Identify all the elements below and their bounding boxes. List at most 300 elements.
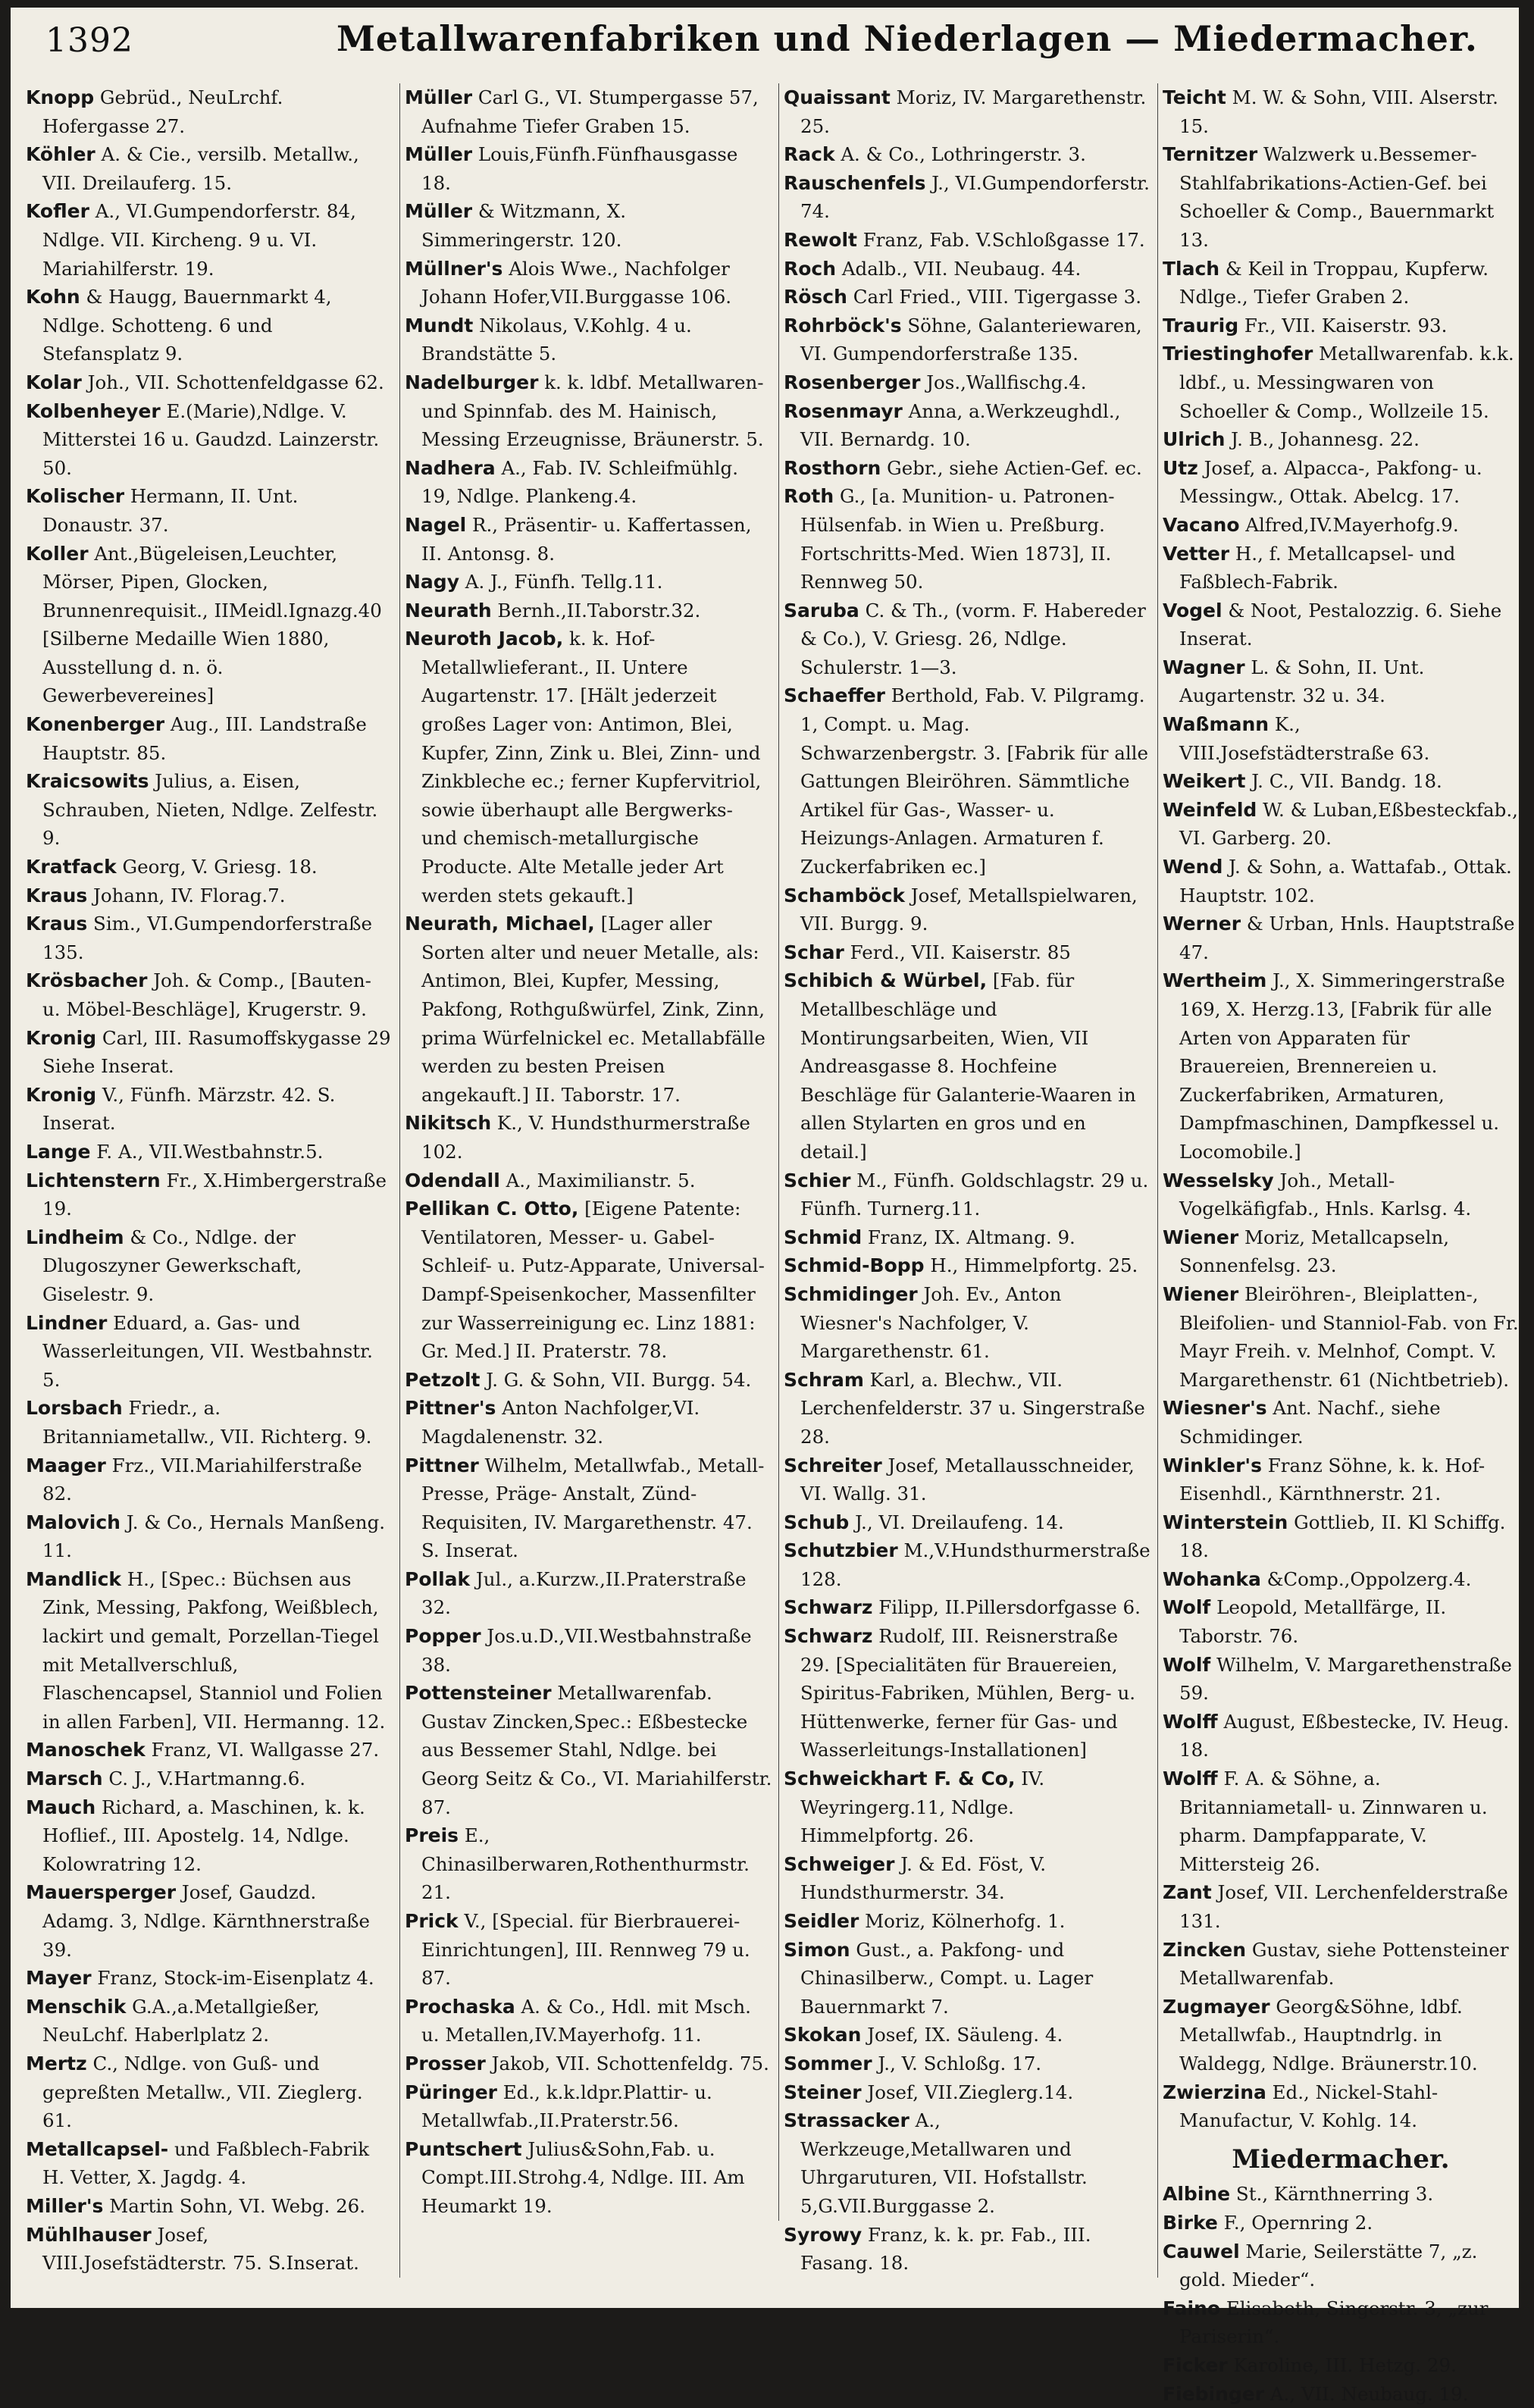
directory-entry bbox=[1163, 2380, 1519, 2408]
directory-entry bbox=[1163, 2078, 1519, 2135]
entry-name: Neurath, Michael, bbox=[405, 913, 595, 935]
directory-entry bbox=[26, 1793, 393, 1879]
entry-details: Carl, III. Rasumoffskygasse 29 Siehe Inserat. bbox=[42, 1027, 391, 1078]
entry-details: Sim., VI.Gumpendorferstraße 135. bbox=[42, 913, 372, 963]
directory-entry bbox=[1163, 1508, 1519, 1565]
directory-entry bbox=[26, 1309, 393, 1395]
entry-name: Rosenberger bbox=[784, 371, 920, 393]
entry-name: Simon bbox=[784, 1939, 850, 1961]
directory-entry bbox=[784, 140, 1151, 169]
entry-details: Ferd., VII. Kaiserstr. 85 bbox=[844, 941, 1071, 963]
entry-name: Werner bbox=[1163, 913, 1241, 935]
entry-details: J., V. Schloßg. 17. bbox=[872, 2053, 1042, 2075]
entry-details: Anton Nachfolger,VI. Magdalenenstr. 32. bbox=[421, 1397, 700, 1448]
directory-entry bbox=[784, 83, 1151, 140]
directory-entry bbox=[784, 1223, 1151, 1252]
entry-name: Ulrich bbox=[1163, 428, 1225, 450]
entry-details: J. C., VII. Bandg. 18. bbox=[1245, 770, 1442, 792]
entry-details: F. A., VII.Westbahnstr.5. bbox=[90, 1141, 323, 1163]
directory-entry bbox=[26, 1138, 393, 1166]
directory-entry bbox=[1163, 454, 1519, 511]
entry-details: Söhne, Galanteriewaren, VI. Gumpendorferstraße 135. bbox=[800, 315, 1142, 365]
directory-entry bbox=[26, 397, 393, 483]
entry-name: Tlach bbox=[1163, 258, 1219, 280]
entry-details: Gebrüd., NeuLrchf. Hofergasse 27. bbox=[42, 86, 283, 137]
entry-details: M., Fünfh. Goldschlagstr. 29 u. Fünfh. Turnerg.11. bbox=[800, 1170, 1148, 1220]
entry-details: J. & Ed. Föst, V. Hundsthurmerstr. 34. bbox=[800, 1853, 1046, 1904]
entry-name: Faino bbox=[1163, 2297, 1220, 2319]
entry-details: Johann, IV. Florag.7. bbox=[87, 885, 285, 907]
entry-details: Hermann, II. Unt. Donaustr. 37. bbox=[42, 485, 298, 536]
entry-details: Gust., a. Pakfong- und Chinasilberw., Compt. u. Lager Bauernmarkt 7. bbox=[800, 1939, 1093, 2018]
entry-name: Köhler bbox=[26, 143, 95, 165]
entry-details: G., [a. Munition- u. Patronen-Hülsenfab. in Wien u. Preßburg. Fortschritts-Med. Wien 1873], II. Rennweg 50. bbox=[800, 485, 1115, 593]
entry-details: W. & Luban,Eßbesteckfab., VI. Garberg. 20. bbox=[1179, 799, 1518, 850]
directory-entry bbox=[405, 511, 772, 568]
entry-details: Jakob, VII. Schottenfeldg. 75. bbox=[486, 2053, 769, 2075]
entry-details: Franz, IX. Altmang. 9. bbox=[862, 1226, 1075, 1248]
directory-entry bbox=[26, 710, 393, 767]
directory-entry bbox=[784, 1280, 1151, 1366]
entry-name: Wohanka bbox=[1163, 1568, 1261, 1590]
entry-details: & Co., Ndlge. der Dlugoszyner Gewerkschaft, Giselestr. 9. bbox=[42, 1226, 302, 1305]
entry-details: H., f. Metallcapsel- und Faßblech-Fabrik. bbox=[1179, 543, 1455, 593]
entry-name: Prosser bbox=[405, 2053, 486, 2075]
entry-name: Koller bbox=[26, 543, 89, 565]
entry-name: Weikert bbox=[1163, 770, 1245, 792]
entry-details: Friedr., a. Britanniametallw., VII. Richterg. 9. bbox=[42, 1397, 371, 1448]
directory-entry bbox=[26, 540, 393, 711]
entry-name: Lindner bbox=[26, 1312, 107, 1334]
entry-details: F. A. & Söhne, a. Britanniametall- u. Zinnwaren u. pharm. Dampfapparate, V. Mittersteig 26. bbox=[1179, 1768, 1488, 1875]
entry-name: Kratfack bbox=[26, 856, 117, 878]
directory-entry bbox=[26, 2221, 393, 2278]
directory-entry bbox=[1163, 2351, 1519, 2380]
entry-name: Pottensteiner bbox=[405, 1682, 552, 1704]
directory-entry bbox=[405, 368, 772, 454]
directory-entry bbox=[1163, 425, 1519, 454]
directory-entry bbox=[26, 1166, 393, 1223]
entry-name: Kohn bbox=[26, 286, 80, 308]
directory-entry bbox=[784, 368, 1151, 397]
entry-name: Schweickhart F. & Co, bbox=[784, 1768, 1015, 1790]
directory-entry bbox=[1163, 653, 1519, 710]
entry-name: Mertz bbox=[26, 2053, 87, 2075]
entry-name: Püringer bbox=[405, 2081, 497, 2103]
entry-details: K., VIII.Josefstädterstraße 63. bbox=[1179, 713, 1429, 764]
entry-name: Winterstein bbox=[1163, 1511, 1288, 1533]
directory-entry bbox=[784, 1593, 1151, 1622]
entry-details: Jul., a.Kurzw.,II.Praterstraße 32. bbox=[421, 1568, 747, 1619]
directory-entry bbox=[1163, 1936, 1519, 1993]
entry-name: Mühlhauser bbox=[26, 2224, 152, 2246]
directory-entry bbox=[1163, 767, 1519, 796]
entry-details: H., [Spec.: Büchsen aus Zink, Messing, Pakfong, Weißblech, lackirt und gemalt, Porzellan-Tiegel mit Metallverschluß, Flaschencapsel, Stanniol und Folien in allen Farben], VII. Hermanng. 12. bbox=[42, 1568, 385, 1733]
entry-details: Jos.u.D.,VII.Westbahnstraße 38. bbox=[421, 1625, 752, 1676]
entry-name: Wertheim bbox=[1163, 969, 1266, 991]
entry-name: Schweiger bbox=[784, 1853, 894, 1875]
directory-entry bbox=[1163, 340, 1519, 425]
entry-details: Franz, Stock-im-Eisenplatz 4. bbox=[92, 1967, 374, 1989]
entry-name: Roch bbox=[784, 258, 836, 280]
entry-details: Alfred,IV.Mayerhofg.9. bbox=[1240, 514, 1459, 536]
entry-name: Lorsbach bbox=[26, 1397, 123, 1419]
entry-details: Ant. Nachf., siehe Schmidinger. bbox=[1179, 1397, 1441, 1448]
entry-name: Rösch bbox=[784, 286, 847, 308]
directory-entry bbox=[26, 1024, 393, 1081]
entry-name: Kolar bbox=[26, 371, 82, 393]
directory-entry bbox=[784, 1251, 1151, 1280]
entry-name: Lindheim bbox=[26, 1226, 124, 1248]
directory-entry bbox=[784, 283, 1151, 312]
directory-entry bbox=[405, 1195, 772, 1366]
directory-entry bbox=[405, 910, 772, 1109]
entry-details: August, Eßbestecke, IV. Heug. 18. bbox=[1179, 1711, 1509, 1761]
entry-details: A. J., Fünfh. Tellg.11. bbox=[459, 571, 662, 593]
directory-entry bbox=[26, 881, 393, 910]
entry-name: Kraicsowits bbox=[26, 770, 149, 792]
directory-entry bbox=[26, 1765, 393, 1793]
entry-name: Rack bbox=[784, 143, 835, 165]
entry-details: E.(Marie),Ndlge. V. Mitterstei 16 u. Gaudzd. Lainzerstr. 50. bbox=[42, 400, 379, 479]
entry-name: Strassacker bbox=[784, 2109, 909, 2131]
entry-details: Joh., Metall-Vogelkäfigfab., Hnls. Karlsg. 4. bbox=[1179, 1170, 1471, 1220]
entry-name: Müller bbox=[405, 143, 472, 165]
directory-entry bbox=[26, 83, 393, 140]
entry-name: Schar bbox=[784, 941, 844, 963]
entry-details: Carl G., VI. Stumpergasse 57, Aufnahme Tiefer Graben 15. bbox=[421, 86, 759, 137]
entry-details: J. B., Johannesg. 22. bbox=[1225, 428, 1419, 450]
entry-details: J., VI. Dreilaufeng. 14. bbox=[849, 1511, 1064, 1533]
entry-name: Weinfeld bbox=[1163, 799, 1257, 821]
entry-details: Franz, Fab. V.Schloßgasse 17. bbox=[857, 229, 1145, 251]
entry-details: Franz, k. k. pr. Fab., III. Fasang. 18. bbox=[800, 2224, 1091, 2275]
directory-entry bbox=[1163, 1765, 1519, 1878]
entry-details: Ant.,Bügeleisen,Leuchter, Mörser, Pipen, Glocken, Brunnenrequisit., IIMeidl.Ignazg.40 [Silberne Medaille Wien 1880, Ausstellung d. n. ö. Gewerbevereines] bbox=[42, 543, 382, 707]
entry-name: Kronig bbox=[26, 1027, 96, 1049]
entry-name: Kronig bbox=[26, 1084, 96, 1106]
directory-entry bbox=[784, 966, 1151, 1166]
entry-name: Rosthorn bbox=[784, 457, 881, 479]
directory-entry bbox=[1163, 910, 1519, 966]
entry-details: G.A.,a.Metallgießer, NeuLchf. Haberlplatz 2. bbox=[42, 1996, 320, 2046]
entry-details: Elisabeth, Singerstr. 3, „zur Pariserin“. bbox=[1179, 2297, 1489, 2348]
entry-details: Georg, V. Griesg. 18. bbox=[117, 856, 318, 878]
entry-details: Josef, VII.Zieglerg.14. bbox=[862, 2081, 1074, 2103]
directory-entry bbox=[405, 568, 772, 597]
directory-entry bbox=[784, 2078, 1151, 2107]
entry-name: Vetter bbox=[1163, 543, 1229, 565]
directory-entry bbox=[26, 2049, 393, 2135]
page-title: Metallwarenfabriken und Niederlagen — Miedermacher. bbox=[337, 18, 1478, 59]
entry-name: Lange bbox=[26, 1141, 90, 1163]
entry-details: Marie, Seilerstätte 7, „z. gold. Mieder“. bbox=[1179, 2240, 1477, 2291]
entry-details: Joh. & Comp., [Bauten- u. Möbel-Beschläge], Krugerstr. 9. bbox=[42, 969, 371, 1020]
entry-details: Carl Fried., VIII. Tigergasse 3. bbox=[847, 286, 1141, 308]
entry-name: Mayer bbox=[26, 1967, 92, 1989]
directory-entry bbox=[26, 966, 393, 1023]
directory-entry bbox=[784, 2106, 1151, 2220]
directory-entry bbox=[26, 2135, 393, 2192]
entry-name: Knopp bbox=[26, 86, 94, 108]
entry-details: Josef, VII. Lerchenfelderstraße 131. bbox=[1179, 1881, 1508, 1932]
entry-details: Karl, a. Blechw., VII. Lerchenfelderstr. 37 u. Singerstraße 28. bbox=[800, 1369, 1145, 1448]
entry-details: Wilhelm, Metallwfab., Metall-Presse, Präge- Anstalt, Zünd-Requisiten, IV. Margarethenstr. 47. S. Inserat. bbox=[421, 1455, 764, 1562]
entry-details: Ed., k.k.ldpr.Plattir- u. Metallwfab.,II.Praterstr.56. bbox=[421, 2081, 712, 2132]
directory-entry bbox=[26, 1964, 393, 1993]
entry-name: Zugmayer bbox=[1163, 1996, 1270, 2018]
entry-name: Vacano bbox=[1163, 514, 1240, 536]
directory-entry bbox=[784, 1451, 1151, 1508]
directory-entry bbox=[1163, 1565, 1519, 1594]
entry-details: C. J., V.Hartmanng.6. bbox=[103, 1768, 306, 1790]
entry-details: Moriz, Kölnerhofg. 1. bbox=[859, 1910, 1065, 1932]
entry-name: Schmid-Bopp bbox=[784, 1254, 925, 1276]
entry-details: C., Ndlge. von Guß- und gepreßten Metallw., VII. Zieglerg. 61. bbox=[42, 2053, 363, 2131]
entry-name: Pollak bbox=[405, 1568, 470, 1590]
entry-name: Wiener bbox=[1163, 1283, 1238, 1305]
directory-entry bbox=[26, 1993, 393, 2049]
directory-entry bbox=[784, 597, 1151, 682]
entry-details: Eduard, a. Gas- und Wasserleitungen, VII. Westbahnstr. 5. bbox=[42, 1312, 373, 1391]
entry-details: Anna, a.Werkzeughdl., VII. Bernardg. 10. bbox=[800, 400, 1120, 451]
entry-details: IV. Weyringerg.11, Ndlge. Himmelpfortg. 26. bbox=[800, 1768, 1044, 1846]
column-2 bbox=[405, 83, 779, 2221]
section-heading: Miedermacher. bbox=[1163, 2146, 1519, 2175]
entry-name: Teicht bbox=[1163, 86, 1226, 108]
column-4 bbox=[1163, 83, 1519, 2408]
directory-entry bbox=[405, 625, 772, 910]
entry-details: [Eigene Patente: Ventilatoren, Messer- u. Gabel-Schleif- u. Putz-Apparate, Universal-Dampf-Speisenkocher, Massenfilter zur Wasserreinigung ec. Linz 1881: Gr. Med.] II. Praterstr. 78. bbox=[421, 1198, 765, 1362]
directory-entry bbox=[1163, 853, 1519, 910]
directory-entry bbox=[1163, 966, 1519, 1166]
entry-details: Joh. Ev., Anton Wiesner's Nachfolger, V. Margarethenstr. 61. bbox=[800, 1283, 1061, 1362]
directory-entry bbox=[784, 1850, 1151, 1907]
entry-details: J. G. & Sohn, VII. Burgg. 54. bbox=[480, 1369, 751, 1391]
entry-name: Manoschek bbox=[26, 1739, 146, 1761]
entry-details: & Urban, Hnls. Hauptstraße 47. bbox=[1179, 913, 1514, 963]
entry-details: & Witzmann, X. Simmeringerstr. 120. bbox=[421, 200, 626, 251]
entry-name: Schaeffer bbox=[784, 684, 885, 706]
directory-entry bbox=[405, 140, 772, 197]
directory-entry bbox=[405, 1907, 772, 1993]
entry-name: Kraus bbox=[26, 913, 87, 935]
entry-name: Wagner bbox=[1163, 656, 1245, 678]
directory-entry bbox=[784, 397, 1151, 454]
entry-details: A. & Co., Hdl. mit Msch. u. Metallen,IV.Mayerhofg. 11. bbox=[421, 1996, 751, 2046]
entry-details: V., Fünfh. Märzstr. 42. S. Inserat. bbox=[42, 1084, 335, 1135]
entry-name: Ternitzer bbox=[1163, 143, 1257, 165]
entry-details: Josef, a. Alpacca-, Pakfong- u. Messingw., Ottak. Abelcg. 17. bbox=[1179, 457, 1482, 508]
entry-details: Richard, a. Maschinen, k. k. Hoflief., III. Apostelg. 14, Ndlge. Kolowratring 12. bbox=[42, 1796, 365, 1875]
entry-details: Josef, Metallausschneider, VI. Wallg. 31. bbox=[800, 1455, 1135, 1505]
entry-name: Petzolt bbox=[405, 1369, 480, 1391]
entry-details: A., Maximilianstr. 5. bbox=[500, 1170, 696, 1191]
entry-details: Metallwarenfab. Gustav Zincken,Spec.: Eßbestecke aus Bessemer Stahl, Ndlge. bei Georg Seitz & Co., VI. Mariahilferstr. 87. bbox=[421, 1682, 772, 1818]
directory-entry bbox=[1163, 83, 1519, 140]
entry-details: L. & Sohn, II. Unt. Augartenstr. 32 u. 34. bbox=[1179, 656, 1424, 707]
entry-name: Mundt bbox=[405, 315, 473, 337]
directory-entry bbox=[1163, 1223, 1519, 1280]
entry-name: Schibich & Würbel, bbox=[784, 969, 987, 991]
page-number: 1392 bbox=[45, 21, 133, 60]
entry-details: k. k. Hof-Metallwlieferant., II. Untere Augartenstr. 17. [Hält jederzeit großes Lager von: Antimon, Blei, Kupfer, Zinn, Zink u. Blei, Zinn- und Zinkbleche ec.; ferner Kupfervitriol, sowie überhaupt alle Bergwerks- und chemisch-metallurgische Producte. Alte Metalle jeder Art werden stets gekauft.] bbox=[421, 628, 761, 906]
directory-entry bbox=[405, 1679, 772, 1821]
directory-entry bbox=[784, 1166, 1151, 1223]
entry-details: M.,V.Hundsthurmerstraße 128. bbox=[800, 1539, 1150, 1590]
entry-name: Konenberger bbox=[26, 713, 164, 735]
entry-name: Preis bbox=[405, 1824, 459, 1846]
entry-name: Rauschenfels bbox=[784, 172, 925, 194]
directory-entry bbox=[26, 2192, 393, 2221]
entry-details: Metallwarenfab. k.k. ldbf., u. Messingwaren von Schoeller & Comp., Wollzeile 15. bbox=[1179, 343, 1514, 421]
entry-name: Cauwel bbox=[1163, 2240, 1240, 2262]
directory-entry bbox=[26, 140, 393, 197]
entry-details: Berthold, Fab. V. Pilgramg. 1, Compt. u. Mag. Schwarzenbergstr. 3. [Fabrik für alle Gattungen Bleiröhren. Sämmtliche Artikel für Gas-, Wasser- u. Heizungs-Anlagen. Armaturen f. Zuckerfabriken ec.] bbox=[800, 684, 1148, 878]
directory-entry bbox=[26, 767, 393, 853]
entry-details: Walzwerk u.Bessemer-Stahlfabrikations-Actien-Gef. bei Schoeller & Comp., Bauernmarkt 13. bbox=[1179, 143, 1494, 251]
entry-name: Kolbenheyer bbox=[26, 400, 161, 422]
entry-details: Julius&Sohn,Fab. u. Compt.III.Strohg.4, Ndlge. III. Am Heumarkt 19. bbox=[421, 2138, 745, 2217]
entry-name: Wolf bbox=[1163, 1596, 1210, 1618]
entry-details: A. & Co., Lothringerstr. 3. bbox=[835, 143, 1086, 165]
entry-details: A. & Cie., versilb. Metallw., VII. Dreilauferg. 15. bbox=[42, 143, 359, 194]
directory-entry bbox=[26, 1878, 393, 1964]
directory-entry bbox=[784, 169, 1151, 226]
directory-entry bbox=[405, 255, 772, 312]
entry-details: Bleiröhren-, Bleiplatten-, Bleifolien- und Stanniol-Fab. von Fr. Mayr Freih. v. Melnhof, Compt. V. Margarethenstr. 61 (Nichtbetrieb). bbox=[1179, 1283, 1519, 1391]
entry-name: Müller bbox=[405, 86, 472, 108]
directory-entry bbox=[784, 881, 1151, 938]
entry-name: Malovich bbox=[26, 1511, 121, 1533]
entry-name: Prochaska bbox=[405, 1996, 515, 2018]
column-1 bbox=[26, 83, 400, 2278]
entry-name: Nadelburger bbox=[405, 371, 538, 393]
entry-details: [Fab. für Metallbeschläge und Montirungsarbeiten, Wien, VII Andreasgasse 8. Hochfeine Beschläge für Galanterie-Waaren in allen Stylarten en gros und en detail.] bbox=[800, 969, 1136, 1163]
directory-entry bbox=[26, 1223, 393, 1309]
entry-details: Karoline, III. Hetzg. 29. bbox=[1228, 2354, 1457, 2376]
entry-name: Mandlick bbox=[26, 1568, 121, 1590]
entry-details: A., VII. Neubaug. 19. bbox=[1264, 2383, 1468, 2405]
entry-details: [Lager aller Sorten alter und neuer Metalle, als: Antimon, Blei, Kupfer, Messing, Pakfong, Rothgußwürfel, Zink, Zinn, prima Würfelnickel ec. Metallabfälle werden zu besten Preisen angekauft.] II. Taborstr. 17. bbox=[421, 913, 765, 1106]
entry-details: Franz, VI. Wallgasse 27. bbox=[146, 1739, 379, 1761]
entry-details: Rudolf, III. Reisnerstraße 29. [Specialitäten für Brauereien, Spiritus-Fabriken, Mühlen, Berg- u. Hüttenwerke, ferner für Gas- und Wasserleitungs-Installationen] bbox=[800, 1625, 1135, 1761]
entry-details: Gottlieb, II. Kl Schiffg. 18. bbox=[1179, 1511, 1505, 1562]
entry-details: J., X. Simmeringerstraße 169, X. Herzg.13, [Fabrik für alle Arten von Apparaten für Brauereien, Brennereien u. Zuckerfabriken, Armaturen, Dampfmaschinen, Dampfkessel u. Locomobile.] bbox=[1179, 969, 1505, 1163]
entry-details: Gustav, siehe Pottensteiner Metallwarenfab. bbox=[1179, 1939, 1509, 1990]
entry-details: A., Werkzeuge,Metallwaren und Uhrgaruturen, VII. Hofstallstr. 5,G.VII.Burggasse 2. bbox=[800, 2109, 1088, 2217]
directory-entry bbox=[1163, 1280, 1519, 1394]
entry-name: Utz bbox=[1163, 457, 1198, 479]
directory-entry bbox=[26, 1451, 393, 1508]
entry-name: Birke bbox=[1163, 2212, 1218, 2234]
entry-name: Kraus bbox=[26, 885, 87, 907]
entry-name: Vogel bbox=[1163, 600, 1223, 622]
entry-name: Zwierzina bbox=[1163, 2081, 1266, 2103]
entry-name: Rewolt bbox=[784, 229, 857, 251]
entry-details: Alois Wwe., Nachfolger Johann Hofer,VII.Burggasse 106. bbox=[421, 258, 731, 308]
directory-entry bbox=[1163, 140, 1519, 254]
entry-name: Nagel bbox=[405, 514, 466, 536]
directory-entry bbox=[1163, 2209, 1519, 2237]
directory-entry bbox=[405, 197, 772, 254]
entry-details: Josef, IX. Säuleng. 4. bbox=[861, 2024, 1063, 2046]
entry-name: Wiesner's bbox=[1163, 1397, 1267, 1419]
entry-details: Ed., Nickel-Stahl-Manufactur, V. Kohlg. 14. bbox=[1179, 2081, 1438, 2132]
directory-entry bbox=[784, 681, 1151, 881]
directory-entry bbox=[1163, 2294, 1519, 2351]
entry-name: Schub bbox=[784, 1511, 849, 1533]
entry-name: Wend bbox=[1163, 856, 1223, 878]
directory-entry bbox=[405, 312, 772, 368]
entry-details: K., V. Hundsthurmerstraße 102. bbox=[421, 1112, 750, 1163]
entry-name: Nadhera bbox=[405, 457, 496, 479]
entry-details: A., Fab. IV. Schleifmühlg. 19, Ndlge. Plankeng.4. bbox=[421, 457, 738, 508]
entry-details: Franz Söhne, k. k. Hof-Eisenhdl., Kärnthnerstr. 21. bbox=[1179, 1455, 1485, 1505]
entry-name: Schwarz bbox=[784, 1625, 872, 1647]
entry-details: Josef, Gaudzd. Adamg. 3, Ndlge. Kärnthnerstraße 39. bbox=[42, 1881, 370, 1960]
entry-name: Miller's bbox=[26, 2195, 103, 2217]
directory-entry bbox=[1163, 511, 1519, 540]
entry-name: Neuroth Jacob, bbox=[405, 628, 563, 650]
entry-name: Mauersperger bbox=[26, 1881, 176, 1903]
directory-entry bbox=[26, 368, 393, 397]
directory-entry bbox=[405, 1622, 772, 1679]
entry-name: Puntschert bbox=[405, 2138, 522, 2160]
entry-details: Leopold, Metallfärge, II. Taborstr. 76. bbox=[1179, 1596, 1446, 1647]
entry-name: Menschik bbox=[26, 1996, 126, 2018]
entry-name: Seidler bbox=[784, 1910, 859, 1932]
directory-entry bbox=[405, 1366, 772, 1395]
entry-name: Nagy bbox=[405, 571, 459, 593]
directory-entry bbox=[1163, 1593, 1519, 1650]
directory-entry bbox=[26, 1736, 393, 1765]
directory-entry bbox=[1163, 255, 1519, 312]
entry-name: Schwarz bbox=[784, 1596, 872, 1618]
directory-entry bbox=[784, 1366, 1151, 1451]
entry-details: H., Himmelpfortg. 25. bbox=[925, 1254, 1138, 1276]
entry-name: Kofler bbox=[26, 200, 89, 222]
entry-name: Albine bbox=[1163, 2183, 1230, 2205]
directory-entry bbox=[1163, 1394, 1519, 1451]
directory-entry bbox=[784, 1508, 1151, 1537]
directory-entry bbox=[1163, 1878, 1519, 1935]
entry-name: Wolff bbox=[1163, 1768, 1218, 1790]
directory-entry bbox=[26, 1508, 393, 1565]
entry-details: J. & Co., Hernals Manßeng. 11. bbox=[42, 1511, 385, 1562]
directory-entry bbox=[1163, 1993, 1519, 2078]
entry-name: Kolischer bbox=[26, 485, 124, 507]
entry-details: E., Chinasilberwaren,Rothenthurmstr. 21. bbox=[421, 1824, 750, 1903]
entry-name: Müllner's bbox=[405, 258, 502, 280]
entry-name: Müller bbox=[405, 200, 472, 222]
entry-name: Krösbacher bbox=[26, 969, 147, 991]
entry-name: Traurig bbox=[1163, 315, 1238, 337]
directory-entry bbox=[26, 853, 393, 881]
entry-name: Rosenmayr bbox=[784, 400, 903, 422]
entry-details: Gebr., siehe Actien-Gef. ec. bbox=[881, 457, 1141, 479]
entry-details: Joh., VII. Schottenfeldgasse 62. bbox=[82, 371, 384, 393]
directory-entry bbox=[1163, 710, 1519, 767]
directory-entry bbox=[784, 2221, 1151, 2278]
directory-entry bbox=[26, 283, 393, 368]
directory-entry bbox=[405, 1821, 772, 1907]
entry-details: k. k. ldbf. Metallwaren- und Spinnfab. des M. Hainisch, Messing Erzeugnisse, Bräunerstr. 5. bbox=[421, 371, 764, 450]
directory-entry bbox=[405, 83, 772, 140]
directory-entry bbox=[784, 2049, 1151, 2078]
entry-name: Syrowy bbox=[784, 2224, 862, 2246]
entry-details: Aug., III. Landstraße Hauptstr. 85. bbox=[42, 713, 367, 764]
